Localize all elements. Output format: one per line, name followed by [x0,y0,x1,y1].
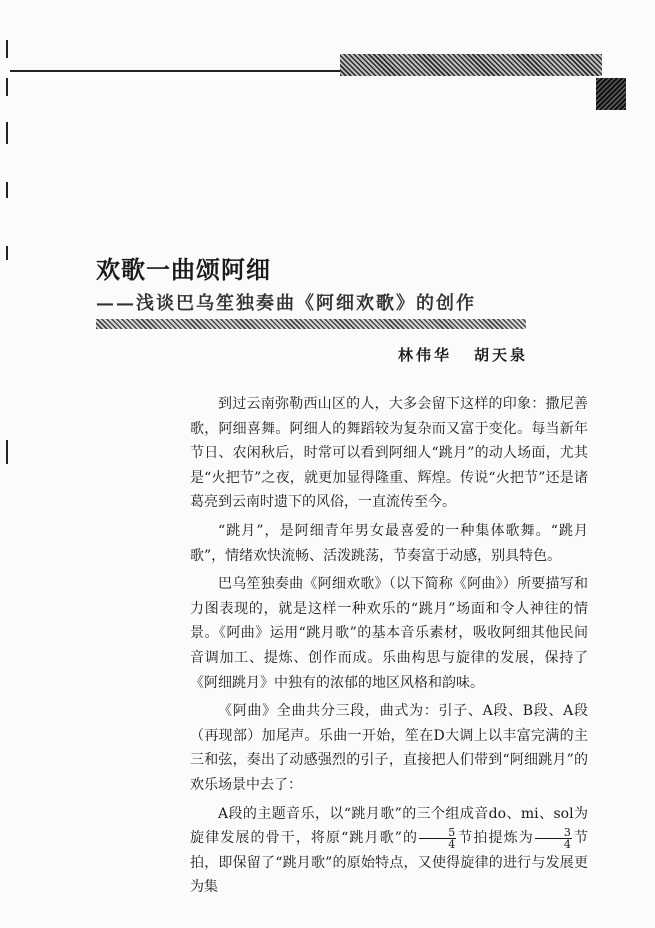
binding-mark [6,182,8,198]
binding-mark [6,440,8,464]
author-name: 胡天泉 [474,346,529,364]
paragraph-text: 节拍，即保留了“跳月歌”的原始特点，又使得旋律的进行与发展更为集 [190,830,589,896]
paragraph: 巴乌笙独奏曲《阿细欢歌》（以下简称《阿曲》）所要描写和力图表现的，就是这样一种欢乐的“跳月”场面和令人神往的情景。《阿曲》运用“跳月歌”的基本音乐素材，吸收阿细其他民间音调加工、提炼、创作而成。乐曲构思与旋律的发展，保持了《阿细跳月》中独有的浓郁的地区风格和韵味。 [190,576,588,691]
fraction-denominator: 4 [448,837,456,851]
time-signature-fraction [535,827,572,850]
paragraph [190,802,588,900]
time-signature-fraction [419,827,456,850]
binding-mark [6,122,8,144]
author-name: 林伟华 [398,346,453,364]
article-title: 欢歌一曲颂阿细 [96,256,271,284]
binding-mark [6,246,8,260]
binding-mark [6,78,8,96]
binding-mark [6,40,8,58]
fraction-numerator: 3 [535,827,572,839]
fraction-numerator: 5 [419,827,456,839]
paragraph: 到过云南弥勒西山区的人，大多会留下这样的印象：撒尼善歌，阿细喜舞。阿细人的舞蹈较为复杂而又富于变化。每当新年节日、农闲秋后，时常可以看到阿细人“跳月”的动人场面，尤其是“火把节”之夜，就更加显得隆重、辉煌。传说“火把节”还是诸葛亮到云南时遗下的风俗，一直流传至今。 [190,396,588,511]
title-hatch-rule [96,319,526,329]
article-body [190,392,588,904]
header-hatch-band [340,54,602,76]
corner-block [596,78,626,110]
fraction-denominator: 4 [563,837,571,851]
paragraph-text: 节拍提炼为 [457,830,534,847]
paragraph: 《阿曲》全曲共分三段，曲式为：引子、A段、B段、A段（再现部）加尾声。乐曲一开始，笙在D大调上以丰富完满的主三和弦，奏出了动感强烈的引子，直接把人们带到“阿细跳月”的欢乐场景中去了： [190,703,588,793]
paragraph-text: A段的主题音乐，以“跳月歌”的三个组成音do、mi、sol为旋律发展的骨干，将原“跳月歌”的 [190,805,588,847]
article-subtitle: ——浅谈巴乌笙独奏曲《阿细欢歌》的创作 [96,293,476,314]
paragraph: “跳月”，是阿细青年男女最喜爱的一种集体歌舞。“跳月歌”，情绪欢快流畅、活泼跳荡，节奏富于动感，别具特色。 [190,522,588,564]
author-line [398,344,528,365]
